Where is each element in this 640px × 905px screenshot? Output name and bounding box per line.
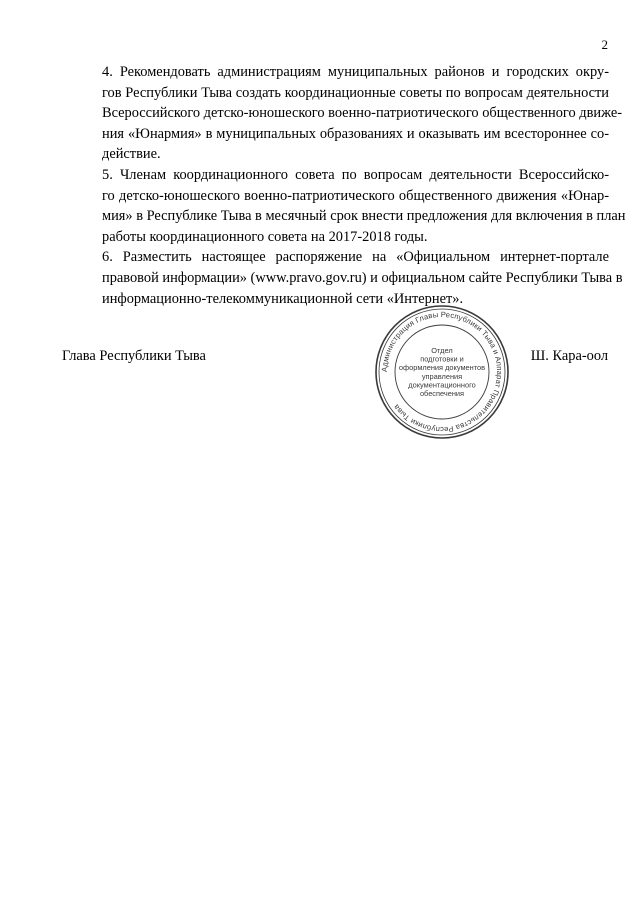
official-stamp — [374, 304, 510, 440]
paragraph-5 — [62, 165, 626, 247]
text-line: ния «Юнармия» в муниципальных образованиях и оказывать им всестороннее со- — [102, 125, 609, 142]
text-line: 5. Членам координационного совета по вопросам деятельности Всероссийско- — [102, 166, 609, 183]
stamp-seal-icon — [374, 304, 510, 440]
text-line: информационно-телекоммуникационной сети «Интернет». — [102, 290, 464, 307]
text-line: работы координационного совета на 2017-2018 годы. — [102, 228, 428, 245]
text-line: гов Республики Тыва создать координационные советы по вопросам деятельности — [102, 84, 609, 101]
text-line: мия» в Республике Тыва в месячный срок внести предложения для включения в план — [102, 208, 626, 225]
document-body — [62, 62, 626, 309]
text-line: го детско-юношеского военно-патриотического общественного движения «Юнар- — [102, 187, 609, 204]
stamp-ring-text: Администрация Главы Республики Тыва и Аппарат Правительства Республики Тыва — [379, 309, 505, 435]
stamp-center-line: документационного — [408, 380, 476, 390]
stamp-center-line: подготовки и — [420, 354, 464, 364]
signatory-name: Ш. Кара-оол — [530, 348, 608, 364]
page-number: 2 — [601, 37, 608, 52]
text-line: 4. Рекомендовать администрациям муниципальных районов и городских окру- — [102, 64, 609, 80]
text-line: действие. — [102, 146, 161, 163]
text-line: 6. Разместить настоящее распоряжение на «Официальном интернет-портале — [102, 249, 609, 266]
stamp-center-line: Отдел — [431, 346, 453, 355]
stamp-center-text — [399, 346, 485, 398]
text-line: Всероссийского детско-юношеского военно-патриотического общественного движе- — [102, 105, 623, 122]
signatory-position: Глава Республики Тыва — [62, 348, 206, 364]
paragraph-4 — [62, 62, 623, 165]
paragraph-6 — [62, 247, 623, 309]
stamp-center-line: управления — [421, 371, 463, 381]
stamp-center-line: обеспечения — [419, 389, 465, 398]
stamp-center-line: оформления документов — [398, 363, 486, 373]
text-line: правовой информации» (www.pravo.gov.ru) и официальном сайте Республики Тыва в — [102, 269, 623, 286]
